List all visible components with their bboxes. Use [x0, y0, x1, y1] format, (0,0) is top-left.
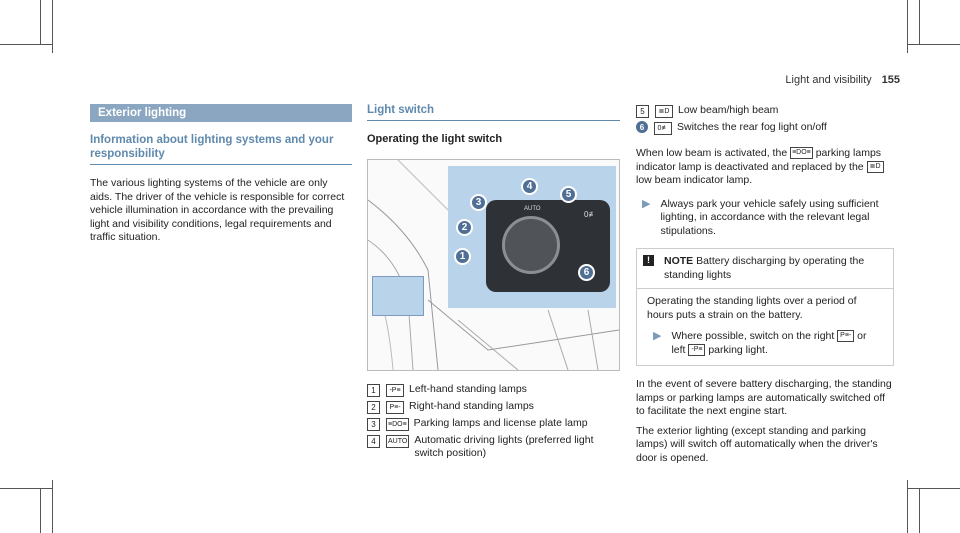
operating-subtitle: Operating the light switch: [367, 133, 503, 145]
auto-light-icon: AUTO: [386, 435, 409, 448]
legend-item: [636, 104, 894, 118]
crop-mark: [52, 0, 53, 53]
crop-mark: [907, 480, 908, 533]
legend-text: Low beam/high beam: [678, 104, 779, 116]
tip-text: Where possible, switch on the right: [671, 330, 835, 342]
rotary-knob: [502, 216, 560, 274]
callout-3: 3: [470, 194, 487, 211]
page-header: [785, 74, 900, 86]
crop-mark: [0, 488, 53, 489]
arrow-icon: ▶: [642, 197, 651, 210]
tip-text: or left: [671, 330, 867, 356]
legend-item: [367, 417, 620, 431]
callout-2: 2: [456, 219, 473, 236]
crop-mark: [907, 488, 960, 489]
switch-zoom-inset: [372, 276, 424, 316]
left-standing-lamp-icon: -P≡: [688, 344, 705, 356]
note-headline: [664, 255, 887, 282]
legend-item: [636, 121, 894, 135]
warning-icon: !: [643, 255, 654, 266]
crop-mark: [907, 0, 908, 53]
note-body: [637, 288, 893, 365]
section-title: Information about lighting systems and your responsibility: [90, 133, 352, 165]
para-text: parking lamps indicator lamp is deactivated and replaced by the: [636, 147, 882, 173]
crop-mark: [919, 0, 920, 45]
crop-mark: [907, 44, 960, 45]
callout-5: 5: [560, 186, 577, 203]
legend-text: Left-hand standing lamps: [409, 383, 527, 395]
crop-mark: [52, 480, 53, 533]
note-text: Operating the standing lights over a period of hours puts a strain on the battery.: [647, 295, 857, 321]
callout-4: 4: [521, 178, 538, 195]
low-beam-paragraph: [636, 147, 894, 188]
parking-lamp-icon: ≡DO≡: [386, 418, 409, 431]
para-text: low beam indicator lamp.: [636, 174, 753, 186]
note-box: [636, 248, 894, 366]
right-standing-lamp-icon: P≡-: [837, 330, 854, 342]
note-headline-text: Battery discharging by operating the standing lights: [664, 255, 865, 281]
legend-key: 2: [367, 401, 380, 414]
tip-text: Always park your vehicle safely using sufficient lighting, in accordance with the relevant legal stipulations.: [660, 197, 879, 237]
right-standing-lamp-icon: P≡-: [386, 401, 404, 414]
legend-item: [367, 434, 620, 460]
legend-item: [367, 383, 620, 397]
legend-key: 1: [367, 384, 380, 397]
low-beam-icon: ≣D: [867, 161, 884, 173]
crop-mark: [40, 488, 41, 533]
callout-6: 6: [578, 264, 595, 281]
light-switch-heading: Light switch: [367, 104, 620, 121]
note-tip: [647, 330, 883, 357]
arrow-icon: ▶: [653, 330, 662, 342]
tip: [636, 198, 894, 239]
legend-text: Automatic driving lights (preferred light switch position): [414, 434, 594, 459]
page-number: 155: [881, 74, 900, 86]
light-switch-figure: [367, 159, 620, 371]
switch-panel: [448, 166, 616, 308]
note-header: [637, 249, 893, 288]
legend-key: 3: [367, 418, 380, 431]
callout-1: 1: [454, 248, 471, 265]
legend-key: 4: [367, 435, 380, 448]
exterior-lighting-paragraph: The exterior lighting (except standing and parking lamps) will switch off automatically when the driver's door is opened.: [636, 424, 878, 464]
column-1: [90, 104, 352, 251]
column-3: [636, 104, 894, 471]
crop-mark: [0, 44, 53, 45]
parking-lamp-icon: ≡DO≡: [790, 147, 813, 159]
responsibility-text: The various lighting systems of the vehicle are only aids. The driver of the vehicle is responsible for correct vehicle illumination in accordance with the prevailing light and visibility conditions, legal requirements and traffic situation.: [90, 177, 345, 243]
battery-discharge-paragraph: In the event of severe battery discharging, the standing lamps or parking lamps are automatically switched off to facilitate the next engine start.: [636, 378, 892, 417]
left-standing-lamp-icon: -P≡: [386, 384, 404, 397]
header-section: Light and visibility: [785, 74, 872, 86]
note-tip-text: [671, 330, 883, 357]
legend-text: Right-hand standing lamps: [409, 400, 534, 412]
exterior-lighting-bar: Exterior lighting: [90, 104, 352, 122]
note-label: NOTE: [664, 255, 694, 267]
legend-key: 5: [636, 105, 649, 118]
legend-text: Switches the rear fog light on/off: [677, 121, 827, 133]
crop-mark: [919, 488, 920, 533]
auto-label: AUTO: [524, 206, 541, 212]
legend-item: [367, 400, 620, 414]
fog-light-icon: 0≢: [584, 210, 597, 219]
rear-fog-light-icon: 0≢: [654, 122, 672, 135]
low-beam-icon: ≣D: [655, 105, 673, 118]
para-text: When low beam is activated, the: [636, 147, 788, 159]
crop-mark: [40, 0, 41, 45]
tip-text: parking light.: [708, 343, 768, 356]
legend-text: Parking lamps and license plate lamp: [413, 417, 588, 429]
legend-key: 6: [636, 121, 648, 133]
column-2: [367, 104, 620, 463]
